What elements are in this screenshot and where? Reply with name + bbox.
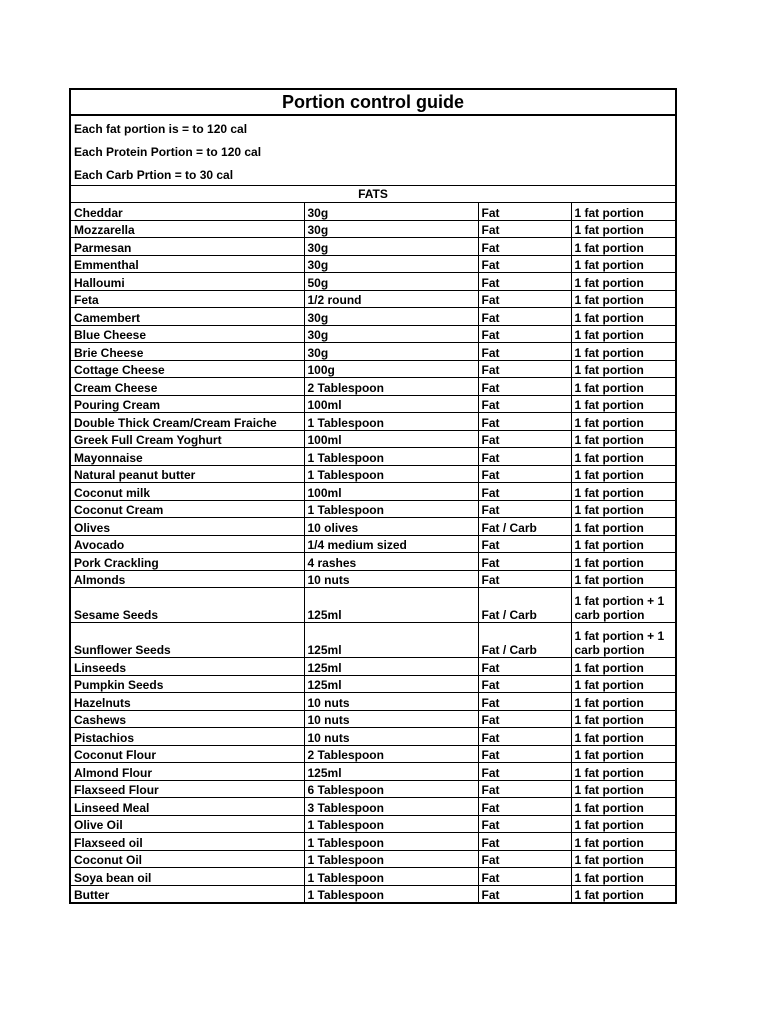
category-cell: Fat [478,658,571,676]
portion-value-cell: 1 fat portion [571,203,675,220]
category-cell: Fat [478,203,571,220]
portion-value-cell: 1 fat portion [571,833,675,851]
portion-value-cell: 1 fat portion [571,325,675,343]
portion-size-cell: 3 Tablespoon [304,798,478,816]
portion-size-cell: 2 Tablespoon [304,378,478,396]
table-row [71,553,675,571]
category-cell: Fat [478,465,571,483]
food-name-cell: Soya bean oil [71,868,304,886]
category-cell: Fat [478,308,571,326]
portion-value-cell: 1 fat portion [571,798,675,816]
table-row [71,868,675,886]
portion-value-cell: 1 fat portion [571,413,675,431]
portion-value-cell: 1 fat portion [571,448,675,466]
food-name-cell: Coconut Flour [71,745,304,763]
portion-size-cell: 30g [304,203,478,220]
table-row [71,395,675,413]
table-row [71,885,675,902]
portion-value-cell: 1 fat portion [571,308,675,326]
table-row [71,535,675,553]
category-cell: Fat [478,448,571,466]
category-cell: Fat [478,675,571,693]
table-row [71,203,675,220]
category-cell: Fat [478,553,571,571]
food-name-cell: Hazelnuts [71,693,304,711]
portion-size-cell: 30g [304,238,478,256]
portion-value-cell: 1 fat portion [571,675,675,693]
table-row [71,413,675,431]
table-row [71,675,675,693]
portion-value-cell: 1 fat portion + 1 carb portion [571,623,675,658]
category-cell: Fat [478,780,571,798]
portion-value-cell: 1 fat portion [571,885,675,902]
table-row [71,378,675,396]
food-name-cell: Almond Flour [71,763,304,781]
portion-size-cell: 30g [304,308,478,326]
category-cell: Fat [478,255,571,273]
table-row [71,273,675,291]
table-row [71,728,675,746]
category-cell: Fat [478,360,571,378]
category-cell: Fat [478,850,571,868]
food-name-cell: Coconut Oil [71,850,304,868]
portion-value-cell: 1 fat portion [571,763,675,781]
table-row [71,833,675,851]
category-cell: Fat [478,798,571,816]
portion-size-cell: 2 Tablespoon [304,745,478,763]
portion-size-cell: 10 nuts [304,570,478,588]
portion-value-cell: 1 fat portion [571,360,675,378]
table-row [71,220,675,238]
food-name-cell: Olive Oil [71,815,304,833]
food-name-cell: Greek Full Cream Yoghurt [71,430,304,448]
category-cell: Fat [478,885,571,902]
portion-size-cell: 100ml [304,430,478,448]
category-cell: Fat [478,343,571,361]
portion-size-cell: 10 olives [304,518,478,536]
table-row [71,238,675,256]
table-row [71,798,675,816]
food-name-cell: Emmenthal [71,255,304,273]
food-name-cell: Olives [71,518,304,536]
food-name-cell: Almonds [71,570,304,588]
portion-size-cell: 100g [304,360,478,378]
intro-fat-portion: Each fat portion is = to 120 cal [74,122,248,136]
category-cell: Fat [478,570,571,588]
portion-value-cell: 1 fat portion [571,465,675,483]
category-cell: Fat [478,290,571,308]
section-header-fats: FATS [71,186,675,203]
portion-value-cell: 1 fat portion [571,745,675,763]
table-row [71,588,675,623]
food-name-cell: Brie Cheese [71,343,304,361]
food-name-cell: Sunflower Seeds [71,623,304,658]
portion-size-cell: 10 nuts [304,728,478,746]
food-name-cell: Mayonnaise [71,448,304,466]
table-row [71,693,675,711]
food-name-cell: Pistachios [71,728,304,746]
food-name-cell: Avocado [71,535,304,553]
category-cell: Fat [478,325,571,343]
table-row [71,710,675,728]
table-row [71,815,675,833]
fats-table [71,203,675,902]
table-row [71,780,675,798]
food-name-cell: Flaxseed Flour [71,780,304,798]
food-name-cell: Cream Cheese [71,378,304,396]
portion-value-cell: 1 fat portion [571,535,675,553]
food-name-cell: Camembert [71,308,304,326]
food-name-cell: Double Thick Cream/Cream Fraiche [71,413,304,431]
food-name-cell: Butter [71,885,304,902]
portion-value-cell: 1 fat portion [571,430,675,448]
portion-size-cell: 30g [304,325,478,343]
portion-size-cell: 100ml [304,483,478,501]
portion-size-cell: 50g [304,273,478,291]
portion-size-cell: 1/2 round [304,290,478,308]
category-cell: Fat [478,238,571,256]
portion-size-cell: 125ml [304,623,478,658]
category-cell: Fat [478,413,571,431]
food-name-cell: Pork Crackling [71,553,304,571]
portion-size-cell: 10 nuts [304,693,478,711]
table-row [71,290,675,308]
portion-size-cell: 30g [304,343,478,361]
table-row [71,518,675,536]
category-cell: Fat [478,395,571,413]
portion-size-cell: 4 rashes [304,553,478,571]
portion-size-cell: 1/4 medium sized [304,535,478,553]
table-row [71,465,675,483]
category-cell: Fat [478,710,571,728]
category-cell: Fat [478,273,571,291]
portion-value-cell: 1 fat portion [571,728,675,746]
food-name-cell: Coconut milk [71,483,304,501]
category-cell: Fat [478,430,571,448]
intro-protein-portion: Each Protein Portion = to 120 cal [74,145,262,159]
food-name-cell: Mozzarella [71,220,304,238]
table-row [71,745,675,763]
category-cell: Fat / Carb [478,623,571,658]
portion-value-cell: 1 fat portion [571,570,675,588]
portion-value-cell: 1 fat portion [571,868,675,886]
portion-value-cell: 1 fat portion [571,658,675,676]
portion-value-cell: 1 fat portion [571,500,675,518]
category-cell: Fat [478,833,571,851]
table-row [71,623,675,658]
portion-value-cell: 1 fat portion + 1 carb portion [571,588,675,623]
portion-size-cell: 1 Tablespoon [304,448,478,466]
table-row [71,448,675,466]
portion-size-cell: 6 Tablespoon [304,780,478,798]
category-cell: Fat [478,220,571,238]
food-name-cell: Feta [71,290,304,308]
portion-value-cell: 1 fat portion [571,290,675,308]
table-row [71,430,675,448]
food-name-cell: Linseeds [71,658,304,676]
food-name-cell: Pumpkin Seeds [71,675,304,693]
category-cell: Fat [478,483,571,501]
portion-size-cell: 125ml [304,675,478,693]
table-row [71,850,675,868]
category-cell: Fat [478,745,571,763]
portion-value-cell: 1 fat portion [571,483,675,501]
portion-value-cell: 1 fat portion [571,273,675,291]
portion-size-cell: 125ml [304,588,478,623]
portion-value-cell: 1 fat portion [571,518,675,536]
category-cell: Fat / Carb [478,588,571,623]
portion-size-cell: 1 Tablespoon [304,465,478,483]
portion-size-cell: 1 Tablespoon [304,833,478,851]
category-cell: Fat [478,378,571,396]
portion-size-cell: 1 Tablespoon [304,850,478,868]
table-row [71,308,675,326]
category-cell: Fat / Carb [478,518,571,536]
category-cell: Fat [478,815,571,833]
portion-value-cell: 1 fat portion [571,710,675,728]
portion-size-cell: 1 Tablespoon [304,885,478,902]
table-row [71,763,675,781]
portion-value-cell: 1 fat portion [571,553,675,571]
table-row [71,255,675,273]
food-name-cell: Linseed Meal [71,798,304,816]
portion-size-cell: 30g [304,220,478,238]
food-name-cell: Flaxseed oil [71,833,304,851]
portion-value-cell: 1 fat portion [571,815,675,833]
portion-size-cell: 1 Tablespoon [304,413,478,431]
food-name-cell: Cashews [71,710,304,728]
portion-size-cell: 1 Tablespoon [304,500,478,518]
food-name-cell: Halloumi [71,273,304,291]
table-row [71,325,675,343]
category-cell: Fat [478,868,571,886]
category-cell: Fat [478,763,571,781]
table-row [71,360,675,378]
food-name-cell: Sesame Seeds [71,588,304,623]
portion-value-cell: 1 fat portion [571,395,675,413]
portion-value-cell: 1 fat portion [571,343,675,361]
fats-table-body [71,203,675,902]
portion-size-cell: 100ml [304,395,478,413]
portion-value-cell: 1 fat portion [571,780,675,798]
portion-value-cell: 1 fat portion [571,378,675,396]
food-name-cell: Blue Cheese [71,325,304,343]
portion-value-cell: 1 fat portion [571,220,675,238]
intro-block [71,116,675,186]
page-title: Portion control guide [71,90,675,116]
portion-size-cell: 10 nuts [304,710,478,728]
food-name-cell: Pouring Cream [71,395,304,413]
intro-carb-portion: Each Carb Prtion = to 30 cal [74,168,234,182]
food-name-cell: Natural peanut butter [71,465,304,483]
portion-size-cell: 30g [304,255,478,273]
portion-value-cell: 1 fat portion [571,693,675,711]
food-name-cell: Parmesan [71,238,304,256]
portion-size-cell: 125ml [304,658,478,676]
portion-size-cell: 125ml [304,763,478,781]
table-row [71,500,675,518]
portion-value-cell: 1 fat portion [571,255,675,273]
category-cell: Fat [478,535,571,553]
table-row [71,570,675,588]
table-row [71,483,675,501]
portion-value-cell: 1 fat portion [571,850,675,868]
portion-guide-sheet [69,88,677,904]
portion-size-cell: 1 Tablespoon [304,815,478,833]
food-name-cell: Cheddar [71,203,304,220]
table-row [71,343,675,361]
category-cell: Fat [478,500,571,518]
food-name-cell: Coconut Cream [71,500,304,518]
food-name-cell: Cottage Cheese [71,360,304,378]
category-cell: Fat [478,728,571,746]
portion-size-cell: 1 Tablespoon [304,868,478,886]
category-cell: Fat [478,693,571,711]
portion-value-cell: 1 fat portion [571,238,675,256]
table-row [71,658,675,676]
